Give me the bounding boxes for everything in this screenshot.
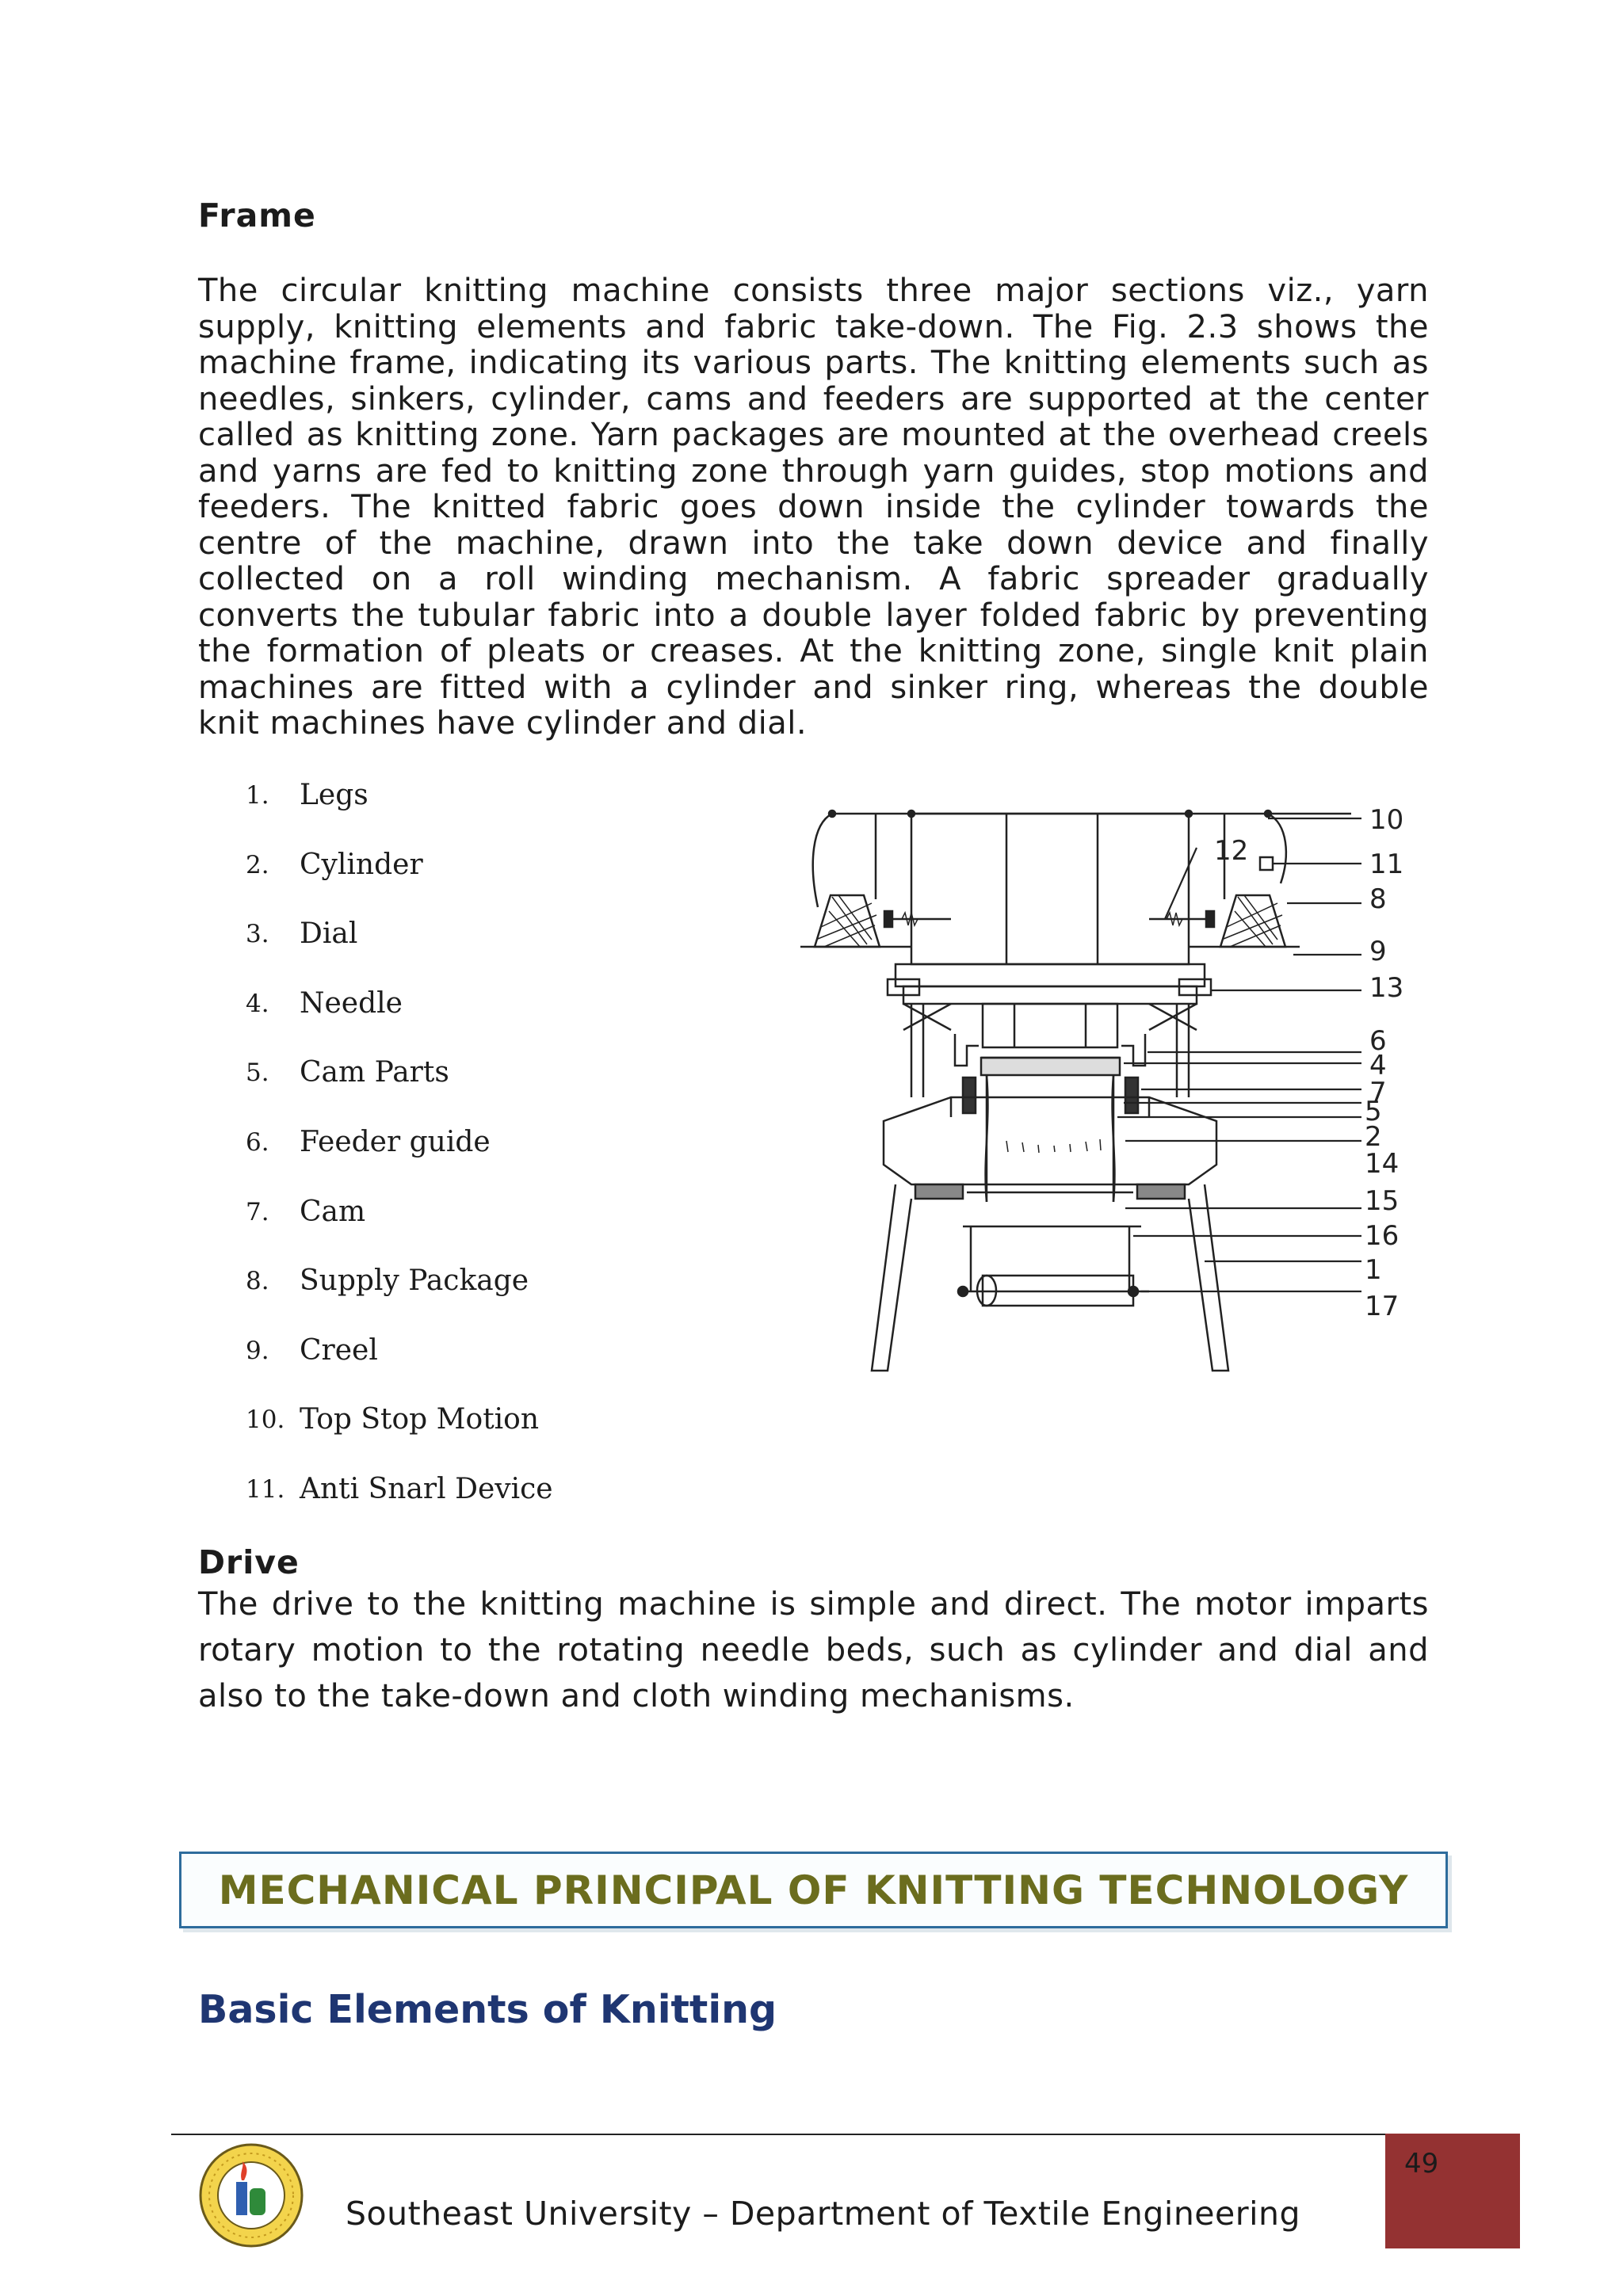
list-item-label: Cam [300,1195,366,1228]
callout-16: 16 [1365,1220,1400,1252]
list-item [246,1332,553,1402]
callout-2: 2 [1365,1121,1382,1153]
list-item-number: 4. [246,989,269,1018]
list-item-label: Needle [300,986,403,1020]
list-item [246,985,553,1055]
callout-4: 4 [1369,1050,1387,1081]
callout-9: 9 [1369,936,1387,967]
callout-8: 8 [1369,883,1387,915]
parts-list [246,776,553,1540]
footer-university: Southeast University – Department of Textile Engineering [346,2195,1301,2233]
callout-14: 14 [1365,1148,1400,1180]
frame-paragraph: The circular knitting machine consists three major sections viz., yarn supply, knitting elements and fabric take-down. The Fig. 2.3 shows the machine frame, indicating its various parts. The knitting elements such as needles, sinkers, cylinder, cams and feeders are supported at the center called as knitting zone. Yarn packages are mounted at the overhead creels and yarns are fed to knitting zone through yarn guides, stop motions and feeders. The knitted fabric goes down inside the cylinder towards the centre of the machine, drawn into the take down device and finally collected on a roll winding mechanism. A fabric spreader gradually converts the tubular fabric into a double layer folded fabric by preventing the formation of pleats or creases. At the knitting zone, single knit plain machines are fitted with a cylinder and sinker ring, whereas the double knit machines have cylinder and dial. [198,273,1429,742]
callout-5: 5 [1365,1096,1382,1127]
list-item [246,1401,553,1470]
chapter-banner [179,1852,1448,1928]
callout-17: 17 [1365,1291,1400,1322]
list-item-number: 1. [246,781,269,810]
list-item-number: 6. [246,1127,269,1157]
callout-6: 6 [1369,1025,1387,1057]
page-number-box [1385,2134,1520,2248]
list-item-number: 2. [246,850,269,879]
list-item-label: Top Stop Motion [300,1403,540,1436]
list-item [246,1123,553,1193]
list-item-number: 8. [246,1267,269,1296]
page-number: 49 [1404,2148,1439,2180]
list-item-label: Cam Parts [300,1056,449,1089]
list-item-label: Legs [300,779,369,811]
list-item-number: 9. [246,1336,269,1365]
drive-heading: Drive [198,1543,300,1581]
callout-1: 1 [1365,1254,1382,1286]
list-item-label: Anti Snarl Device [300,1472,553,1505]
list-item-label: Dial [300,917,358,951]
callout-11: 11 [1369,849,1404,880]
list-item [246,1470,553,1540]
list-item-number: 7. [246,1197,269,1226]
list-item [246,915,553,985]
list-item [246,1262,553,1332]
callout-7: 7 [1369,1077,1387,1108]
callout-10: 10 [1369,804,1404,836]
list-item-label: Supply Package [300,1264,529,1298]
university-logo-icon [197,2141,306,2250]
callout-12: 12 [1214,835,1249,867]
callout-15: 15 [1365,1185,1400,1217]
chapter-banner-title: MECHANICAL PRINCIPAL OF KNITTING TECHNOLOGY [218,1867,1409,1913]
list-item-label: Feeder guide [300,1125,491,1158]
list-item-number: 11. [246,1474,285,1504]
list-item [246,846,553,916]
list-item-label: Creel [300,1333,378,1367]
drive-paragraph: The drive to the knitting machine is simple and direct. The motor imparts rotary motion to the rotating needle beds, such as cylinder and dial and also to the take-down and cloth winding mechanisms. [198,1586,1429,1714]
list-item-label: Cylinder [300,848,423,881]
list-item [246,776,553,846]
frame-heading: Frame [198,196,316,235]
footer-divider [171,2134,1518,2135]
list-item-number: 5. [246,1058,269,1088]
list-item [246,1193,553,1263]
list-item-number: 3. [246,920,269,949]
list-item-number: 10. [246,1405,285,1435]
section-heading: Basic Elements of Knitting [198,1987,777,2032]
list-item [246,1054,553,1123]
callout-13: 13 [1369,972,1404,1004]
machine-diagram [792,792,1450,1379]
